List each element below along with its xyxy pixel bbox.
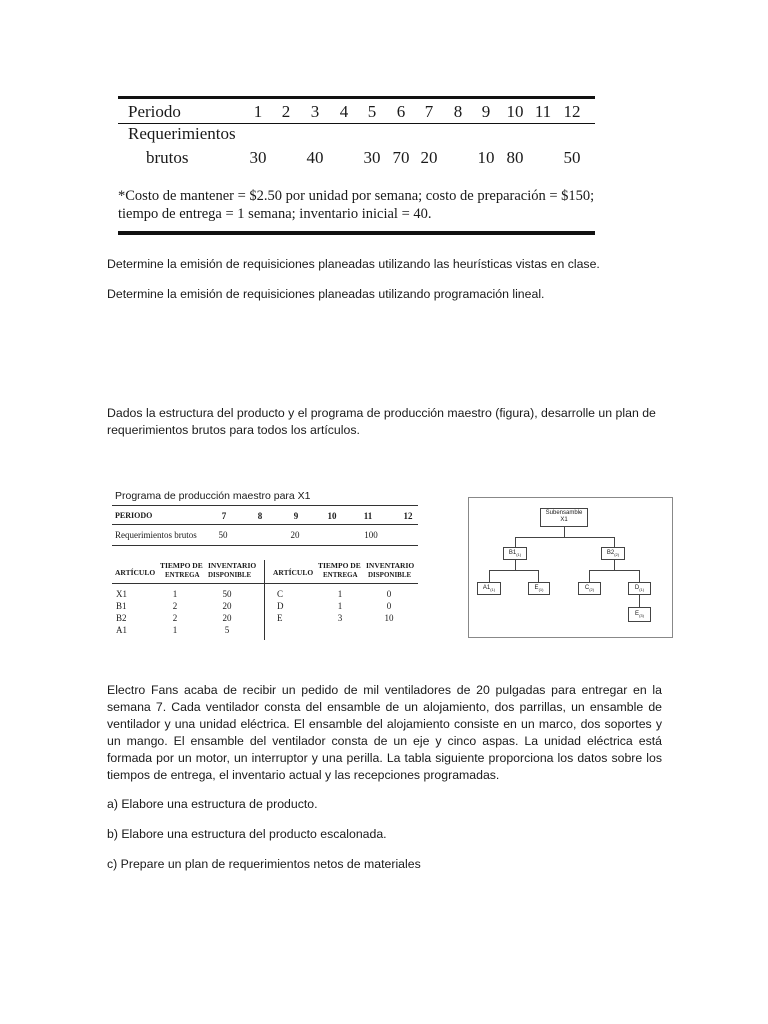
item-lead-cell: 2 [172,613,178,623]
period-cell: 7 [424,102,434,121]
node-a1-label: A1 [482,585,491,591]
period-cell: 10 [506,102,524,121]
node-b2-label: B2 [606,550,615,556]
node-d-label: D [634,585,640,591]
item-lead-cell: 3 [337,613,343,623]
requirement-cell: 30 [363,148,381,167]
period-cell: 11 [534,102,552,121]
period-cell: 3 [310,102,320,121]
node-x1-label: Subensamble [545,510,583,516]
col-inv-2: DISPONIBLE [208,571,252,579]
node-x1-id: X1 [560,517,568,523]
item-inv-cell: 5 [224,625,230,635]
item-inv-cell: 20 [222,601,232,611]
item-lead-cell: 1 [172,589,178,599]
period-cell: 2 [281,102,291,121]
period-label: Periodo [128,102,181,121]
item-lead-cell: 1 [337,601,343,611]
item-item-cell: A1 [116,625,127,635]
requirements-label: Requerimientos [128,124,236,143]
gross-cell: 100 [364,530,378,540]
gross-requirements-label: Requerimientos brutos [115,530,197,540]
period-cell: 9 [293,511,299,521]
item-inv-cell: 20 [222,613,232,623]
requirement-cell: 70 [392,148,410,167]
period-cell: 12 [403,511,413,521]
period-cell: 11 [363,511,373,521]
requirement-cell: 30 [249,148,267,167]
node-e-1 [528,582,550,595]
product-structure-diagram [468,497,673,638]
footnote-line-1: *Costo de mantener = $2.50 por unidad por semana; costo de preparación = $150; [118,188,595,204]
col-lead-2: ENTREGA [165,571,200,579]
item-inv-cell: 10 [384,613,394,623]
master-schedule-table [112,486,418,641]
requirement-cell: 20 [420,148,438,167]
col-item-right: ARTÍCULO [273,568,314,577]
node-c-label: C [584,585,590,591]
node-e1-label: E [534,585,539,591]
period-cell: 8 [453,102,463,121]
item-item-cell: B1 [116,601,127,611]
period-cell: 12 [563,102,581,121]
question-linear-programming: Determine la emisión de requisiciones planeadas utilizando programación lineal. [107,287,545,301]
col-lead-2-right: ENTREGA [323,571,358,579]
footnote-line-2: tiempo de entrega = 1 semana; inventario inicial = 40. [118,206,432,222]
requirement-cell: 50 [563,148,581,167]
node-c-qty: (2) [589,587,595,593]
period-cell: 10 [327,511,337,521]
problem-2-text: Dados la estructura del producto y el programa de producción maestro (figura), desarrolle un plan de requerimientos brutos para todos los artículos. [107,406,656,437]
node-d [628,582,651,595]
period-cell: 4 [339,102,349,121]
col-lead-1-right: TIEMPO DE [318,561,361,570]
node-e2-qty: (3) [639,613,644,619]
item-lead-cell: 1 [337,589,343,599]
period-cell: 9 [481,102,491,121]
node-b2 [601,547,625,560]
node-a1-qty: (1) [490,587,496,593]
node-b1-qty: (1) [516,552,522,558]
question-heuristics: Determine la emisión de requisiciones planeadas utilizando las heurísticas vistas en clase. [107,257,600,271]
requirement-cell: 40 [306,148,324,167]
item-item-cell: E [277,613,283,623]
period-cell: 7 [221,511,227,521]
node-b1-label: B1 [508,550,517,556]
item-lead-cell: 1 [172,625,178,635]
problem-3-text: Electro Fans acaba de recibir un pedido de mil ventiladores de 20 pulgadas para entregar en la semana 7. Cada ventilador consta del ensamble de un alojamiento, dos parrillas, un ensamble de ventilador y una unidad eléctrica. El ensamble del alojamiento consiste en un marco, dos soportes y un mango. El ensamble del ventilador consta de un eje y cinco aspas. La unidad eléctrica está formada por un motor, un interruptor y una perilla. La tabla siguiente proporciona los datos sobre los tiempos de entrega, el inventario actual y las recepciones programadas. [107,683,662,782]
question-c: c) Prepare un plan de requerimientos netos de materiales [107,857,421,871]
period-label: PERIODO [115,511,153,520]
period-cell: 1 [253,102,263,121]
item-item-cell: X1 [116,589,127,599]
node-c [578,582,601,595]
item-inv-cell: 0 [386,601,392,611]
gross-cell: 50 [218,530,228,540]
node-e1-qty: (1) [538,587,544,593]
period-cell: 6 [396,102,406,121]
col-inv-2-right: DISPONIBLE [368,571,412,579]
item-item-cell: B2 [116,613,127,623]
item-inv-cell: 0 [386,589,392,599]
table-title: Programa de producción maestro para X1 [115,490,311,502]
col-inv-1-right: INVENTARIO [366,561,415,570]
col-inv-1: INVENTARIO [208,561,257,570]
node-a1 [477,582,501,595]
requirement-cell: 10 [477,148,495,167]
col-lead-1: TIEMPO DE [160,561,203,570]
node-d-qty: (1) [639,587,645,593]
gross-cell: 20 [290,530,300,540]
item-item-cell: C [277,589,284,599]
node-b2-qty: (2) [614,552,620,558]
node-x1 [540,508,588,527]
table-rule [118,231,595,235]
period-cell: 5 [367,102,377,121]
col-item: ARTÍCULO [115,568,156,577]
item-item-cell: D [277,601,284,611]
question-b: b) Elabore una estructura del producto escalonada. [107,827,387,841]
requirements-label-2: brutos [146,148,189,167]
item-lead-cell: 2 [172,601,178,611]
table-rule [118,96,595,99]
node-e-2 [628,607,651,622]
question-a: a) Elabore una estructura de producto. [107,797,318,811]
period-cell: 8 [257,511,263,521]
requirement-cell: 80 [506,148,524,167]
node-e2-label: E [635,611,640,617]
item-inv-cell: 50 [222,589,232,599]
